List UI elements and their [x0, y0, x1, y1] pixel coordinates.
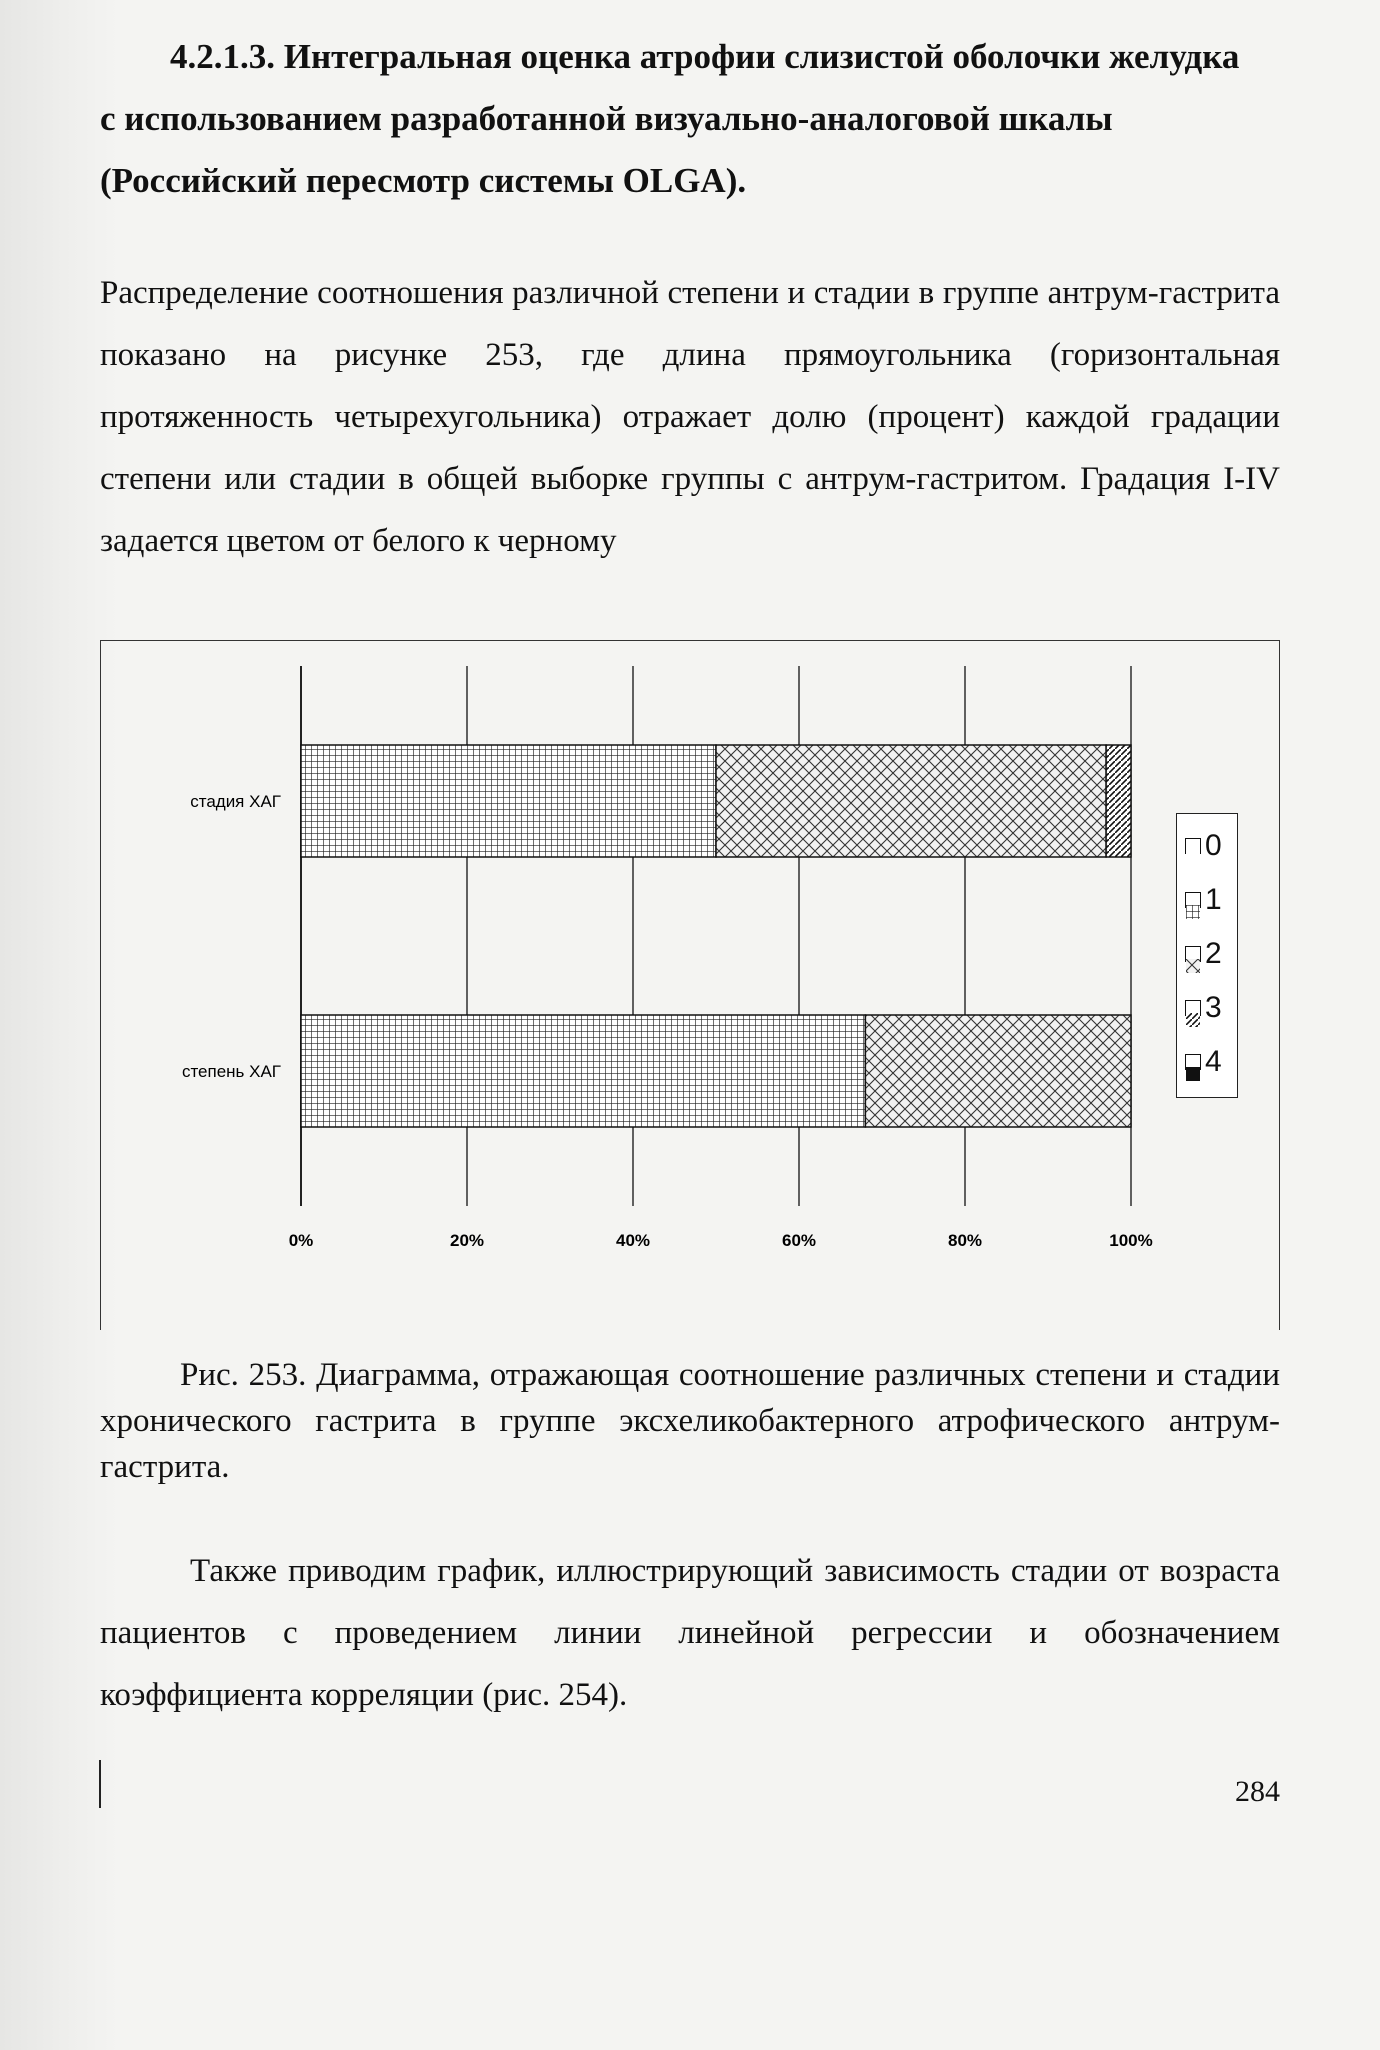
- legend-item-0: [1185, 828, 1222, 864]
- legend-item-2: [1185, 936, 1222, 972]
- legend-item-3: [1185, 990, 1222, 1026]
- x-tick-label: 40%: [615, 1231, 651, 1250]
- x-tick-label: 20%: [449, 1231, 485, 1250]
- heading-line-3: (Российский пересмотр системы OLGA).: [100, 161, 747, 200]
- legend-item-4: [1185, 1044, 1222, 1080]
- bar-segment-1-series-2: [865, 1015, 1131, 1127]
- legend-label: 3: [1205, 991, 1222, 1024]
- figure-253-chart: [100, 640, 1280, 1330]
- chart-legend: [1176, 813, 1238, 1098]
- legend-label: 1: [1205, 883, 1222, 916]
- section-heading: [100, 26, 1280, 212]
- figure-caption: Рис. 253. Диаграмма, отражающая соотношение различных степени и стадии хронического гастрита в группе эксхеликобактерного атрофического антрум-гастрита.: [100, 1357, 1280, 1485]
- legend-swatch: [1185, 946, 1201, 962]
- margin-rule: [99, 1760, 101, 1808]
- x-tick-label: 100%: [1109, 1231, 1153, 1250]
- x-tick-label: 80%: [947, 1231, 983, 1250]
- page-number: 284: [1235, 1775, 1280, 1808]
- bar-segment-0-series-2: [716, 745, 1106, 857]
- legend-label: 0: [1205, 829, 1222, 862]
- legend-item-1: [1185, 882, 1222, 918]
- bar-segment-0-series-1: [301, 745, 716, 857]
- paragraph-2: Также приводим график, иллюстрирующий зависимость стадии от возраста пациентов с проведением линии линейной регрессии и обозначением коэффициента корреляции (рис. 254).: [100, 1553, 1280, 1713]
- legend-swatch: [1185, 838, 1201, 854]
- legend-swatch: [1185, 892, 1201, 908]
- bar-segment-0-series-3: [1106, 745, 1131, 857]
- category-label: стадия ХАГ: [190, 792, 281, 811]
- heading-line-1: 4.2.1.3. Интегральная оценка атрофии слизистой оболочки желудка: [170, 37, 1240, 76]
- bar-segment-1-series-1: [301, 1015, 865, 1127]
- heading-line-2: с использованием разработанной визуально-аналоговой шкалы: [100, 99, 1113, 138]
- bars: [301, 745, 1131, 1127]
- legend-label: 4: [1205, 1045, 1222, 1078]
- paragraph-1: Распределение соотношения различной степени и стадии в группе антрум-гастрита показано на рисунке 253, где длина прямоугольника (горизонтальная протяженность четырехугольника) отражает долю (процент) каждой градации степени или стадии в общей выборке группы с антрум-гастритом. Градация I-IV задается цветом от белого к черному: [100, 275, 1280, 559]
- legend-swatch: [1185, 1054, 1201, 1070]
- stacked-bar-chart: [101, 641, 1281, 1331]
- category-label: степень ХАГ: [181, 1062, 281, 1081]
- x-tick-label: 60%: [781, 1231, 817, 1250]
- legend-label: 2: [1205, 937, 1222, 970]
- x-tick-label: 0%: [288, 1231, 314, 1250]
- legend-swatch: [1185, 1000, 1201, 1016]
